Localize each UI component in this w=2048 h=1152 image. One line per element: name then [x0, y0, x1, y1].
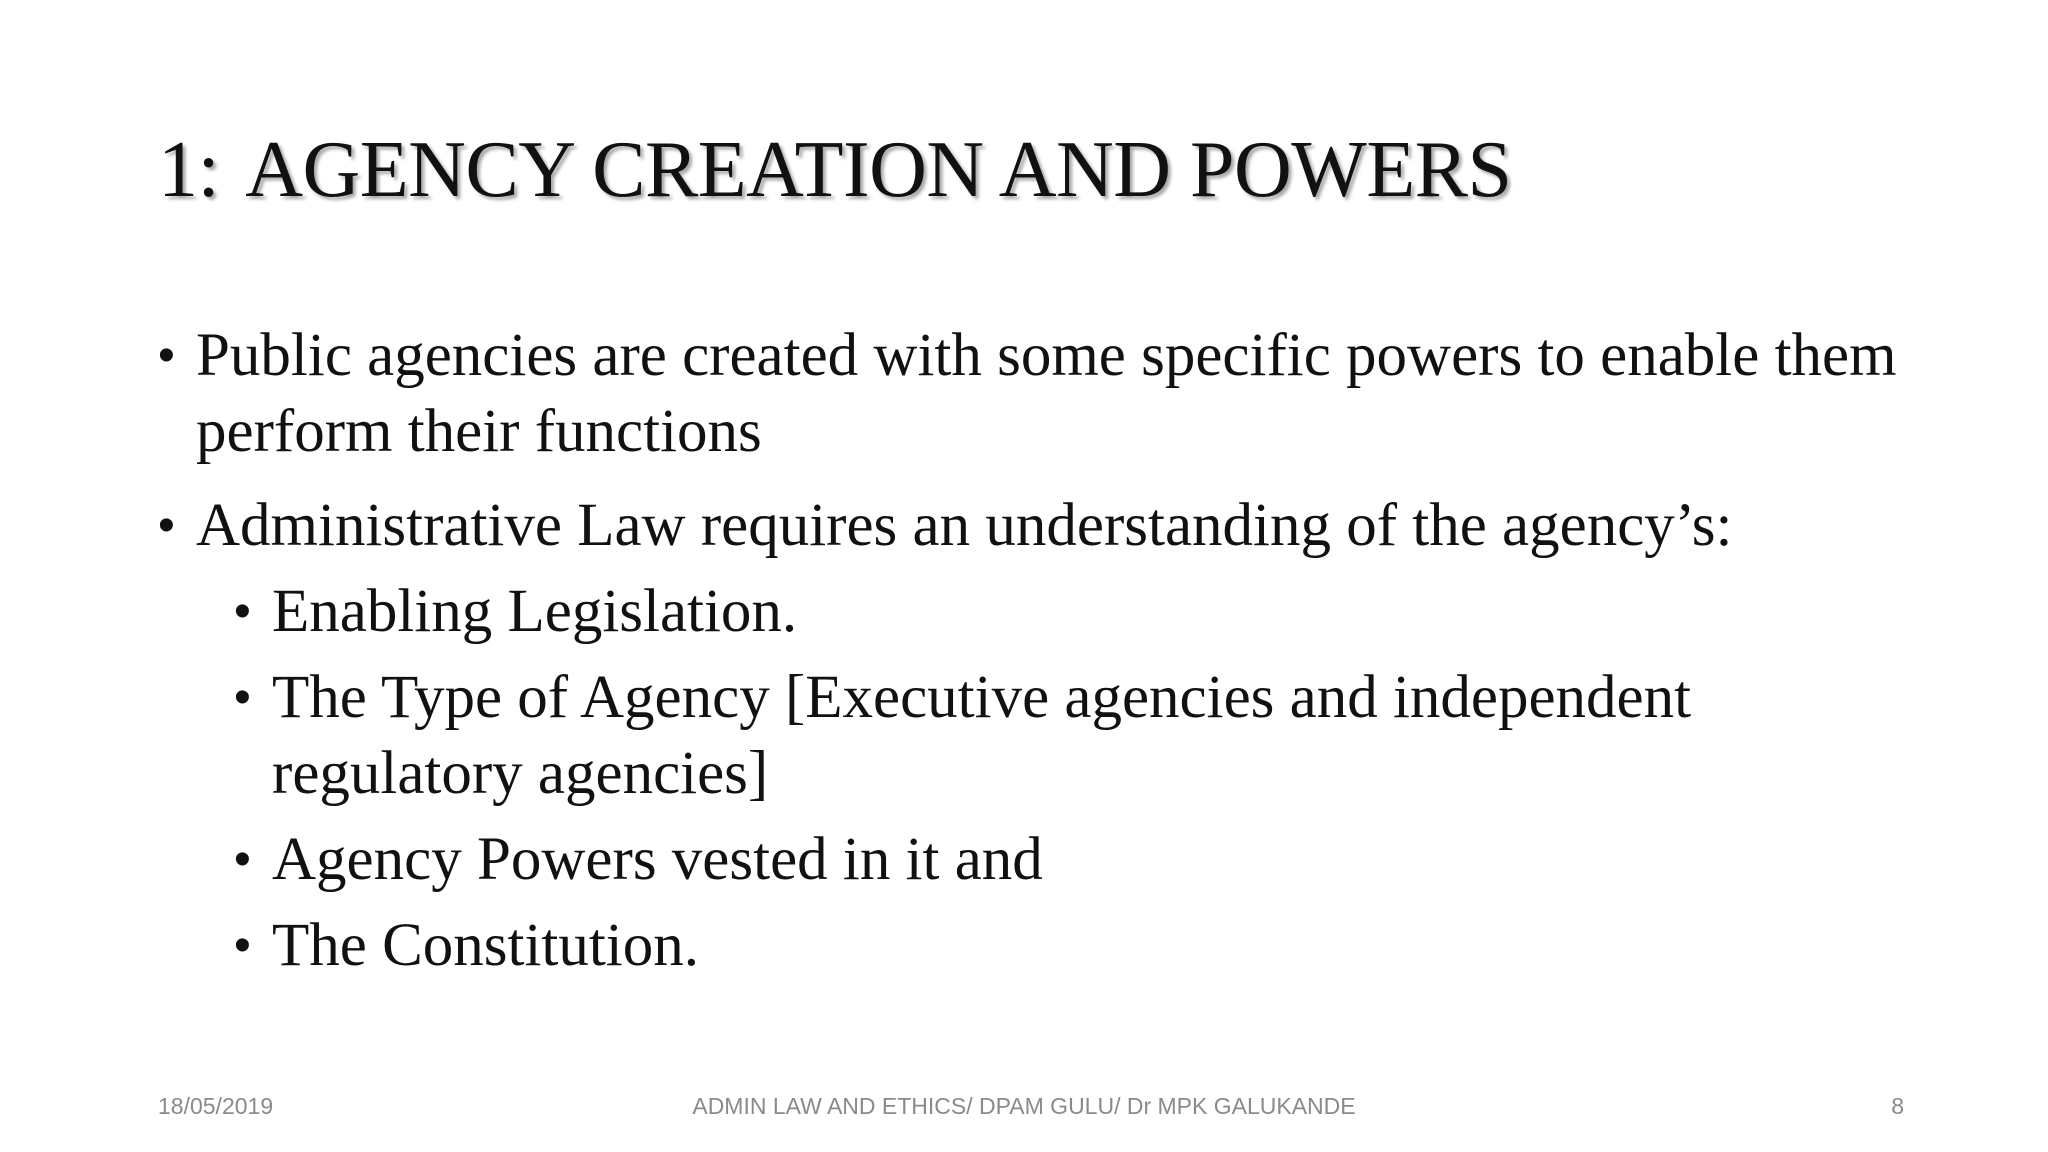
slide-title-text: AGENCY CREATION AND POWERS: [245, 126, 1512, 214]
sub-bullet-enabling-legislation: • Enabling Legislation.: [234, 574, 1918, 650]
footer-text: ADMIN LAW AND ETHICS/ DPAM GULU/ Dr MPK GALUKANDE: [692, 1093, 1356, 1119]
bullet-item-administrative-law: • Administrative Law requires an understanding of the agency’s:: [158, 488, 1918, 564]
slide-title-number: 1:: [158, 126, 220, 214]
sub-bullet-agency-powers: • Agency Powers vested in it and: [234, 822, 1918, 898]
slide-title: [158, 122, 1512, 218]
bullet-item-public-agencies: • Public agencies are created with some specific powers to enable them perform their functions: [158, 318, 1936, 470]
sub-bullet-type-of-agency: • The Type of Agency [Executive agencies and independent regulatory agencies]: [234, 660, 1892, 812]
slide-number: 8: [1891, 1093, 1904, 1119]
sub-bullet-constitution: • The Constitution.: [234, 908, 1918, 984]
bullet-list: [158, 318, 1918, 994]
footer-date: 18/05/2019: [158, 1093, 274, 1119]
